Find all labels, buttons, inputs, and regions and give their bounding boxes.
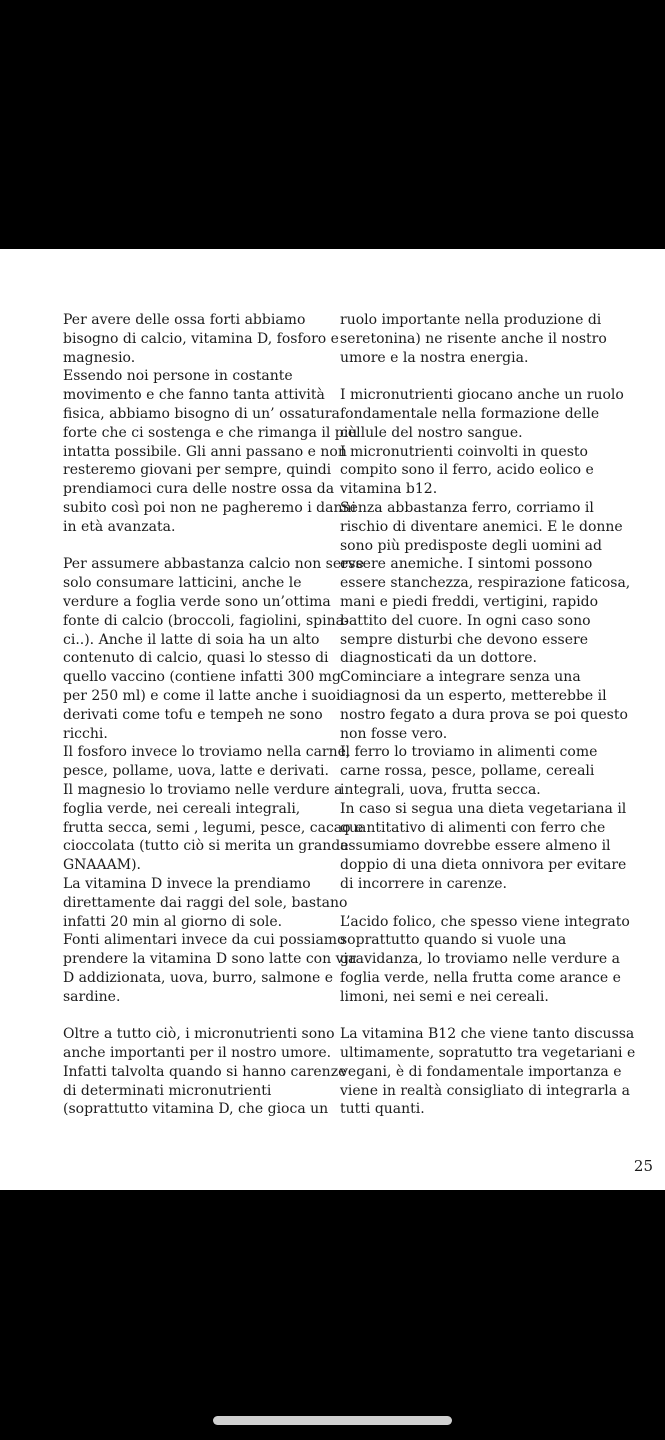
text-line: sardine. xyxy=(63,988,121,1005)
text-line: fonte di calcio (broccoli, fagiolini, spina- xyxy=(63,612,349,629)
text-line: fondamentale nella formazione delle xyxy=(340,405,600,422)
text-line: essere anemiche. I sintomi possono xyxy=(340,556,593,573)
text-line: diagnosticati da un dottore. xyxy=(340,650,537,667)
text-line: Per assumere abbastanza calcio non serve xyxy=(63,556,365,573)
text-line: non fosse vero. xyxy=(340,725,448,742)
text-line: (soprattutto vitamina D, che gioca un xyxy=(63,1101,329,1118)
text-line: La vitamina D invece la prendiamo xyxy=(63,875,311,892)
text-line: cioccolata (tutto ciò si merita un grande xyxy=(63,838,349,855)
text-line: seretonina) ne risente anche il nostro xyxy=(340,330,607,347)
text-line: subito così poi non ne pagheremo i danni xyxy=(63,499,356,516)
text-line: resteremo giovani per sempre, quindi xyxy=(63,462,332,479)
text-line: In caso si segua una dieta vegetariana il xyxy=(340,800,627,817)
text-line: movimento e che fanno tanta attività xyxy=(63,387,325,404)
text-line: foglia verde, nei cereali integrali, xyxy=(63,800,301,817)
text-line: Cominciare a integrare senza una xyxy=(340,669,581,686)
text-line: umore e la nostra energia. xyxy=(340,349,529,366)
text-line: essere stanchezza, respirazione faticosa, xyxy=(340,575,631,592)
text-line: I micronutrienti giocano anche un ruolo xyxy=(340,387,624,404)
text-line: Fonti alimentari invece da cui possiamo xyxy=(63,932,346,949)
text-line: carne rossa, pesce, pollame, cereali xyxy=(340,763,595,780)
text-line: Senza abbastanza ferro, corriamo il xyxy=(340,499,594,516)
text-line: bisogno di calcio, vitamina D, fosforo e xyxy=(63,330,339,347)
text-line: di determinati micronutrienti xyxy=(63,1082,272,1099)
text-line: Oltre a tutto ciò, i micronutrienti sono xyxy=(63,1026,335,1043)
text-line: gravidanza, lo troviamo nelle verdure a xyxy=(340,951,620,968)
text-line: frutta secca, semi , legumi, pesce, cacao e xyxy=(63,819,364,836)
text-line: sono più predisposte degli uomini ad xyxy=(340,537,602,554)
text-line: compito sono il ferro, acido eolico e xyxy=(340,462,594,479)
text-line: ultimamente, sopratutto tra vegetariani e xyxy=(340,1045,636,1062)
text-line: cellule del nostro sangue. xyxy=(340,424,523,441)
paragraph-gap xyxy=(340,367,606,386)
text-line: forte che ci sostenga e che rimanga il più xyxy=(63,424,358,441)
text-line: quello vaccino (contiene infatti 300 mg xyxy=(63,669,341,686)
top-letterbox xyxy=(0,0,665,249)
text-line: derivati come tofu e tempeh ne sono xyxy=(63,706,323,723)
text-line: mani e piedi freddi, vertigini, rapido xyxy=(340,593,599,610)
text-line: nostro fegato a dura prova se poi questo xyxy=(340,706,628,723)
text-line: ruolo importante nella produzione di xyxy=(340,312,602,328)
text-line: L’acido folico, che spesso viene integrato xyxy=(340,913,630,930)
text-line: La vitamina B12 che viene tanto discussa xyxy=(340,1026,635,1043)
text-line: viene in realtà consigliato di integrarla a xyxy=(340,1082,630,1099)
text-line: ci..). Anche il latte di soia ha un alto xyxy=(63,631,320,648)
text-line: doppio di una dieta onnivora per evitare xyxy=(340,857,627,874)
text-line: battito del cuore. In ogni caso sono xyxy=(340,612,591,629)
bottom-letterbox xyxy=(0,1190,665,1440)
text-line: di incorrere in carenze. xyxy=(340,875,507,892)
text-line: direttamente dai raggi del sole, bastano xyxy=(63,894,348,911)
page-number: 25 xyxy=(633,1157,653,1175)
text-line: limoni, nei semi e nei cereali. xyxy=(340,988,549,1005)
text-line: Il fosforo invece lo troviamo nella carne, xyxy=(63,744,351,761)
paragraph-gap xyxy=(340,1006,606,1025)
text-line: vitamina b12. xyxy=(340,481,438,498)
text-line: in età avanzata. xyxy=(63,518,176,535)
text-line: pesce, pollame, uova, latte e derivati. xyxy=(63,763,329,780)
text-line: Il magnesio lo troviamo nelle verdure a xyxy=(63,781,343,798)
text-line: Infatti talvolta quando si hanno carenze xyxy=(63,1063,347,1080)
text-line: intatta possibile. Gli anni passano e non xyxy=(63,443,347,460)
document-page[interactable] xyxy=(0,249,665,1190)
paragraph-gap xyxy=(340,894,606,913)
text-line: assumiamo dovrebbe essere almeno il xyxy=(340,838,611,855)
text-line: I micronutrienti coinvolti in questo xyxy=(340,443,588,460)
text-line: D addizionata, uova, burro, salmone e xyxy=(63,969,333,986)
text-line: sempre disturbi che devono essere xyxy=(340,631,588,648)
text-line: Essendo noi persone in costante xyxy=(63,368,293,385)
text-line: GNAAAM). xyxy=(63,857,142,874)
text-line: Per avere delle ossa forti abbiamo xyxy=(63,312,306,328)
text-line: rischio di diventare anemici. E le donne xyxy=(340,518,623,535)
text-line: anche importanti per il nostro umore. xyxy=(63,1045,332,1062)
paragraph-gap xyxy=(63,1006,329,1025)
text-line: contenuto di calcio, quasi lo stesso di xyxy=(63,650,329,667)
text-line: vegani, è di fondamentale importanza e xyxy=(340,1063,622,1080)
text-line: verdure a foglia verde sono un’ottima xyxy=(63,593,331,610)
home-indicator[interactable] xyxy=(213,1416,452,1425)
text-line: quantitativo di alimenti con ferro che xyxy=(340,819,606,836)
text-line: soprattutto quando si vuole una xyxy=(340,932,567,949)
text-line: Il ferro lo troviamo in alimenti come xyxy=(340,744,598,761)
right-text-column xyxy=(340,311,636,1119)
text-line: diagnosi da un esperto, metterebbe il xyxy=(340,687,607,704)
text-line: ricchi. xyxy=(63,725,108,742)
text-line: prendiamoci cura delle nostre ossa da xyxy=(63,481,335,498)
text-line: foglia verde, nella frutta come arance e xyxy=(340,969,621,986)
text-line: infatti 20 min al giorno di sole. xyxy=(63,913,283,930)
text-line: tutti quanti. xyxy=(340,1101,425,1118)
text-line: magnesio. xyxy=(63,349,136,366)
text-line: fisica, abbiamo bisogno di un’ ossatura xyxy=(63,405,340,422)
text-line: integrali, uova, frutta secca. xyxy=(340,781,541,798)
paragraph-gap xyxy=(63,537,329,556)
text-line: solo consumare latticini, anche le xyxy=(63,575,302,592)
text-line: prendere la vitamina D sono latte con via xyxy=(63,951,357,968)
text-line: per 250 ml) e come il latte anche i suoi xyxy=(63,687,341,704)
left-text-column xyxy=(63,311,365,1119)
